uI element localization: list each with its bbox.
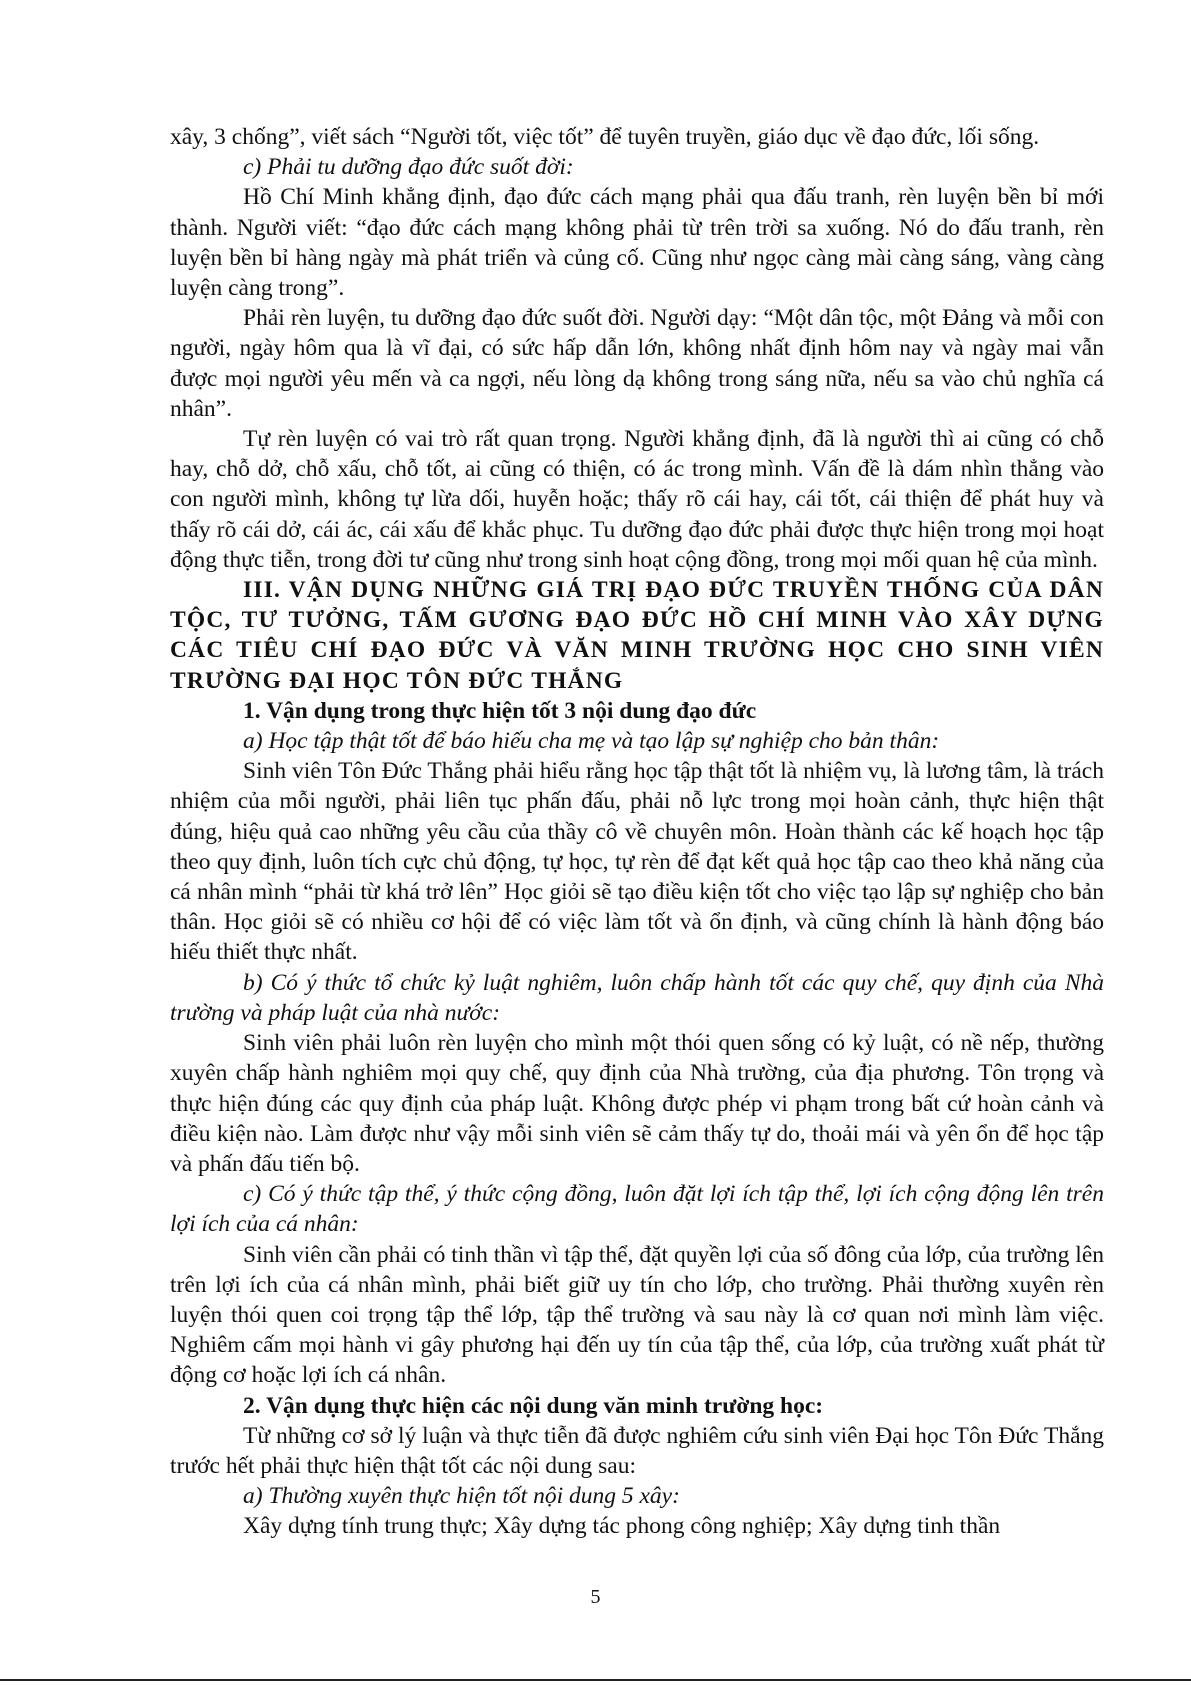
- paragraph-body: Tự rèn luyện có vai trò rất quan trọng. Người khẳng định, đã là người thì ai cũng có chỗ hay, chỗ dở, chỗ xấu, chỗ tốt, ai cũng có thiện, có ác trong mình. Vấn đề là dám nhìn thẳng vào con người mình, không tự lừa dối, huyễn hoặc; thấy rõ cái hay, cái tốt, cái thiện để phát huy và thấy rõ cái dở, cái ác, cái xấu để khắc phục. Tu dưỡng đạo đức phải được thực hiện trong mọi hoạt động thực tiễn, trong đời tư cũng như trong sinh hoạt cộng đồng, trong mọi mối quan hệ của mình.: [170, 426, 1104, 573]
- subheading-b-discipline: b) Có ý thức tổ chức kỷ luật nghiêm, luôn chấp hành tốt các quy chế, quy định của Nhà trường và pháp luật của nhà nước:: [170, 969, 1104, 1026]
- subheading-c-collective-spirit: c) Có ý thức tập thể, ý thức cộng đồng, luôn đặt lợi ích tập thể, lợi ích cộng động lên trên lợi ích của cá nhân:: [170, 1181, 1104, 1238]
- paragraph-body: Phải rèn luyện, tu dưỡng đạo đức suốt đời. Người dạy: “Một dân tộc, một Đảng và mỗi con người, ngày hôm qua là vĩ đại, có sức hấp dẫn lớn, không nhất định hôm nay và ngày mai vẫn được mọi người yêu mến và ca ngợi, nếu lòng dạ không trong sáng nữa, nếu sa vào chủ nghĩa cá nhân”.: [170, 305, 1104, 422]
- paragraph-continuation: xây, 3 chống”, viết sách “Người tốt, việc tốt” để tuyên truyền, giáo dục về đạo đức, lối sống.: [170, 124, 1040, 150]
- paragraph-body: Sinh viên phải luôn rèn luyện cho mình một thói quen sống có kỷ luật, có nề nếp, thường xuyên chấp hành nghiêm mọi quy chế, quy định của Nhà trường, của địa phương. Tôn trọng và thực hiện đúng các quy định của pháp luật. Không được phép vi phạm trong bất cứ hoàn cảnh và điều kiện nào. Làm được như vậy mỗi sinh viên sẽ cảm thấy tự do, thoải mái và yên ổn để học tập và phấn đấu tiến bộ.: [170, 1030, 1104, 1177]
- document-page: [170, 122, 1104, 1542]
- paragraph-body: Hồ Chí Minh khẳng định, đạo đức cách mạng phải qua đấu tranh, rèn luyện bền bỉ mới thành. Người viết: “đạo đức cách mạng không phải từ trên trời sa xuống. Nó do đấu tranh, rèn luyện bền bỉ hàng ngày mà phát triển và củng cố. Cũng như ngọc càng mài càng sáng, vàng càng luyện càng trong”.: [170, 184, 1104, 302]
- subheading-c-lifelong-cultivation: c) Phải tu dưỡng đạo đức suốt đời:: [243, 154, 574, 181]
- heading-2-school-civilization: 2. Vận dụng thực hiện các nội dung văn minh trường học:: [243, 1392, 824, 1419]
- subheading-a-study-well: a) Học tập thật tốt để báo hiếu cha mẹ và tạo lập sự nghiệp cho bản thân:: [243, 728, 940, 755]
- paragraph-body: Xây dựng tính trung thực; Xây dựng tác phong công nghiệp; Xây dựng tinh thần: [243, 1513, 1001, 1540]
- paragraph-body: Từ những cơ sở lý luận và thực tiễn đã được nghiêm cứu sinh viên Đại học Tôn Đức Thắng trước hết phải thực hiện thật tốt các nội dung sau:: [170, 1422, 1104, 1479]
- section-heading-iii: III. VẬN DỤNG NHỮNG GIÁ TRỊ ĐẠO ĐỨC TRUYỀN THỐNG CỦA DÂN TỘC, TƯ TƯỞNG, TẤM GƯƠNG ĐẠO ĐỨC HỒ CHÍ MINH VÀO XÂY DỰNG CÁC TIÊU CHÍ ĐẠO ĐỨC VÀ VĂN MINH TRƯỜNG HỌC CHO SINH VIÊN TRƯỜNG ĐẠI HỌC TÔN ĐỨC THẮNG: [170, 577, 1104, 694]
- subheading-a-five-build: a) Thường xuyên thực hiện tốt nội dung 5 xây:: [243, 1483, 680, 1510]
- paragraph-body: Sinh viên Tôn Đức Thắng phải hiểu rằng học tập thật tốt là nhiệm vụ, là lương tâm, là trách nhiệm của mỗi người, phải liên tục phấn đấu, phải nỗ lực trong mọi hoàn cảnh, thực hiện thật đúng, hiệu quả cao những yêu cầu của thầy cô về chuyên môn. Hoàn thành các kế hoạch học tập theo quy định, luôn tích cực chủ động, tự học, tự rèn để đạt kết quả học tập cao theo khả năng của cá nhân mình “phải từ khá trở lên” Học giỏi sẽ tạo điều kiện tốt cho việc tạo lập sự nghiệp cho bản thân. Học giỏi sẽ có nhiều cơ hội để có việc làm tốt và ổn định, và cũng chính là hành động báo hiếu thiết thực nhất.: [170, 758, 1104, 966]
- bottom-edge-line: [0, 1679, 1191, 1681]
- heading-1-three-moral-contents: 1. Vận dụng trong thực hiện tốt 3 nội dung đạo đức: [243, 697, 757, 724]
- page-number: 5: [590, 1586, 601, 1608]
- paragraph-body: Sinh viên cần phải có tinh thần vì tập thể, đặt quyền lợi của số đông của lớp, của trường lên trên lợi ích của cá nhân mình, phải biết giữ uy tín cho lớp, cho trường. Phải thường xuyên rèn luyện thói quen coi trọng tập thể lớp, tập thể trường và sau này là cơ quan nơi mình làm việc. Nghiêm cấm mọi hành vi gây phương hại đến uy tín của tập thể, của lớp, của trường xuất phát từ động cơ hoặc lợi ích cá nhân.: [170, 1241, 1104, 1389]
